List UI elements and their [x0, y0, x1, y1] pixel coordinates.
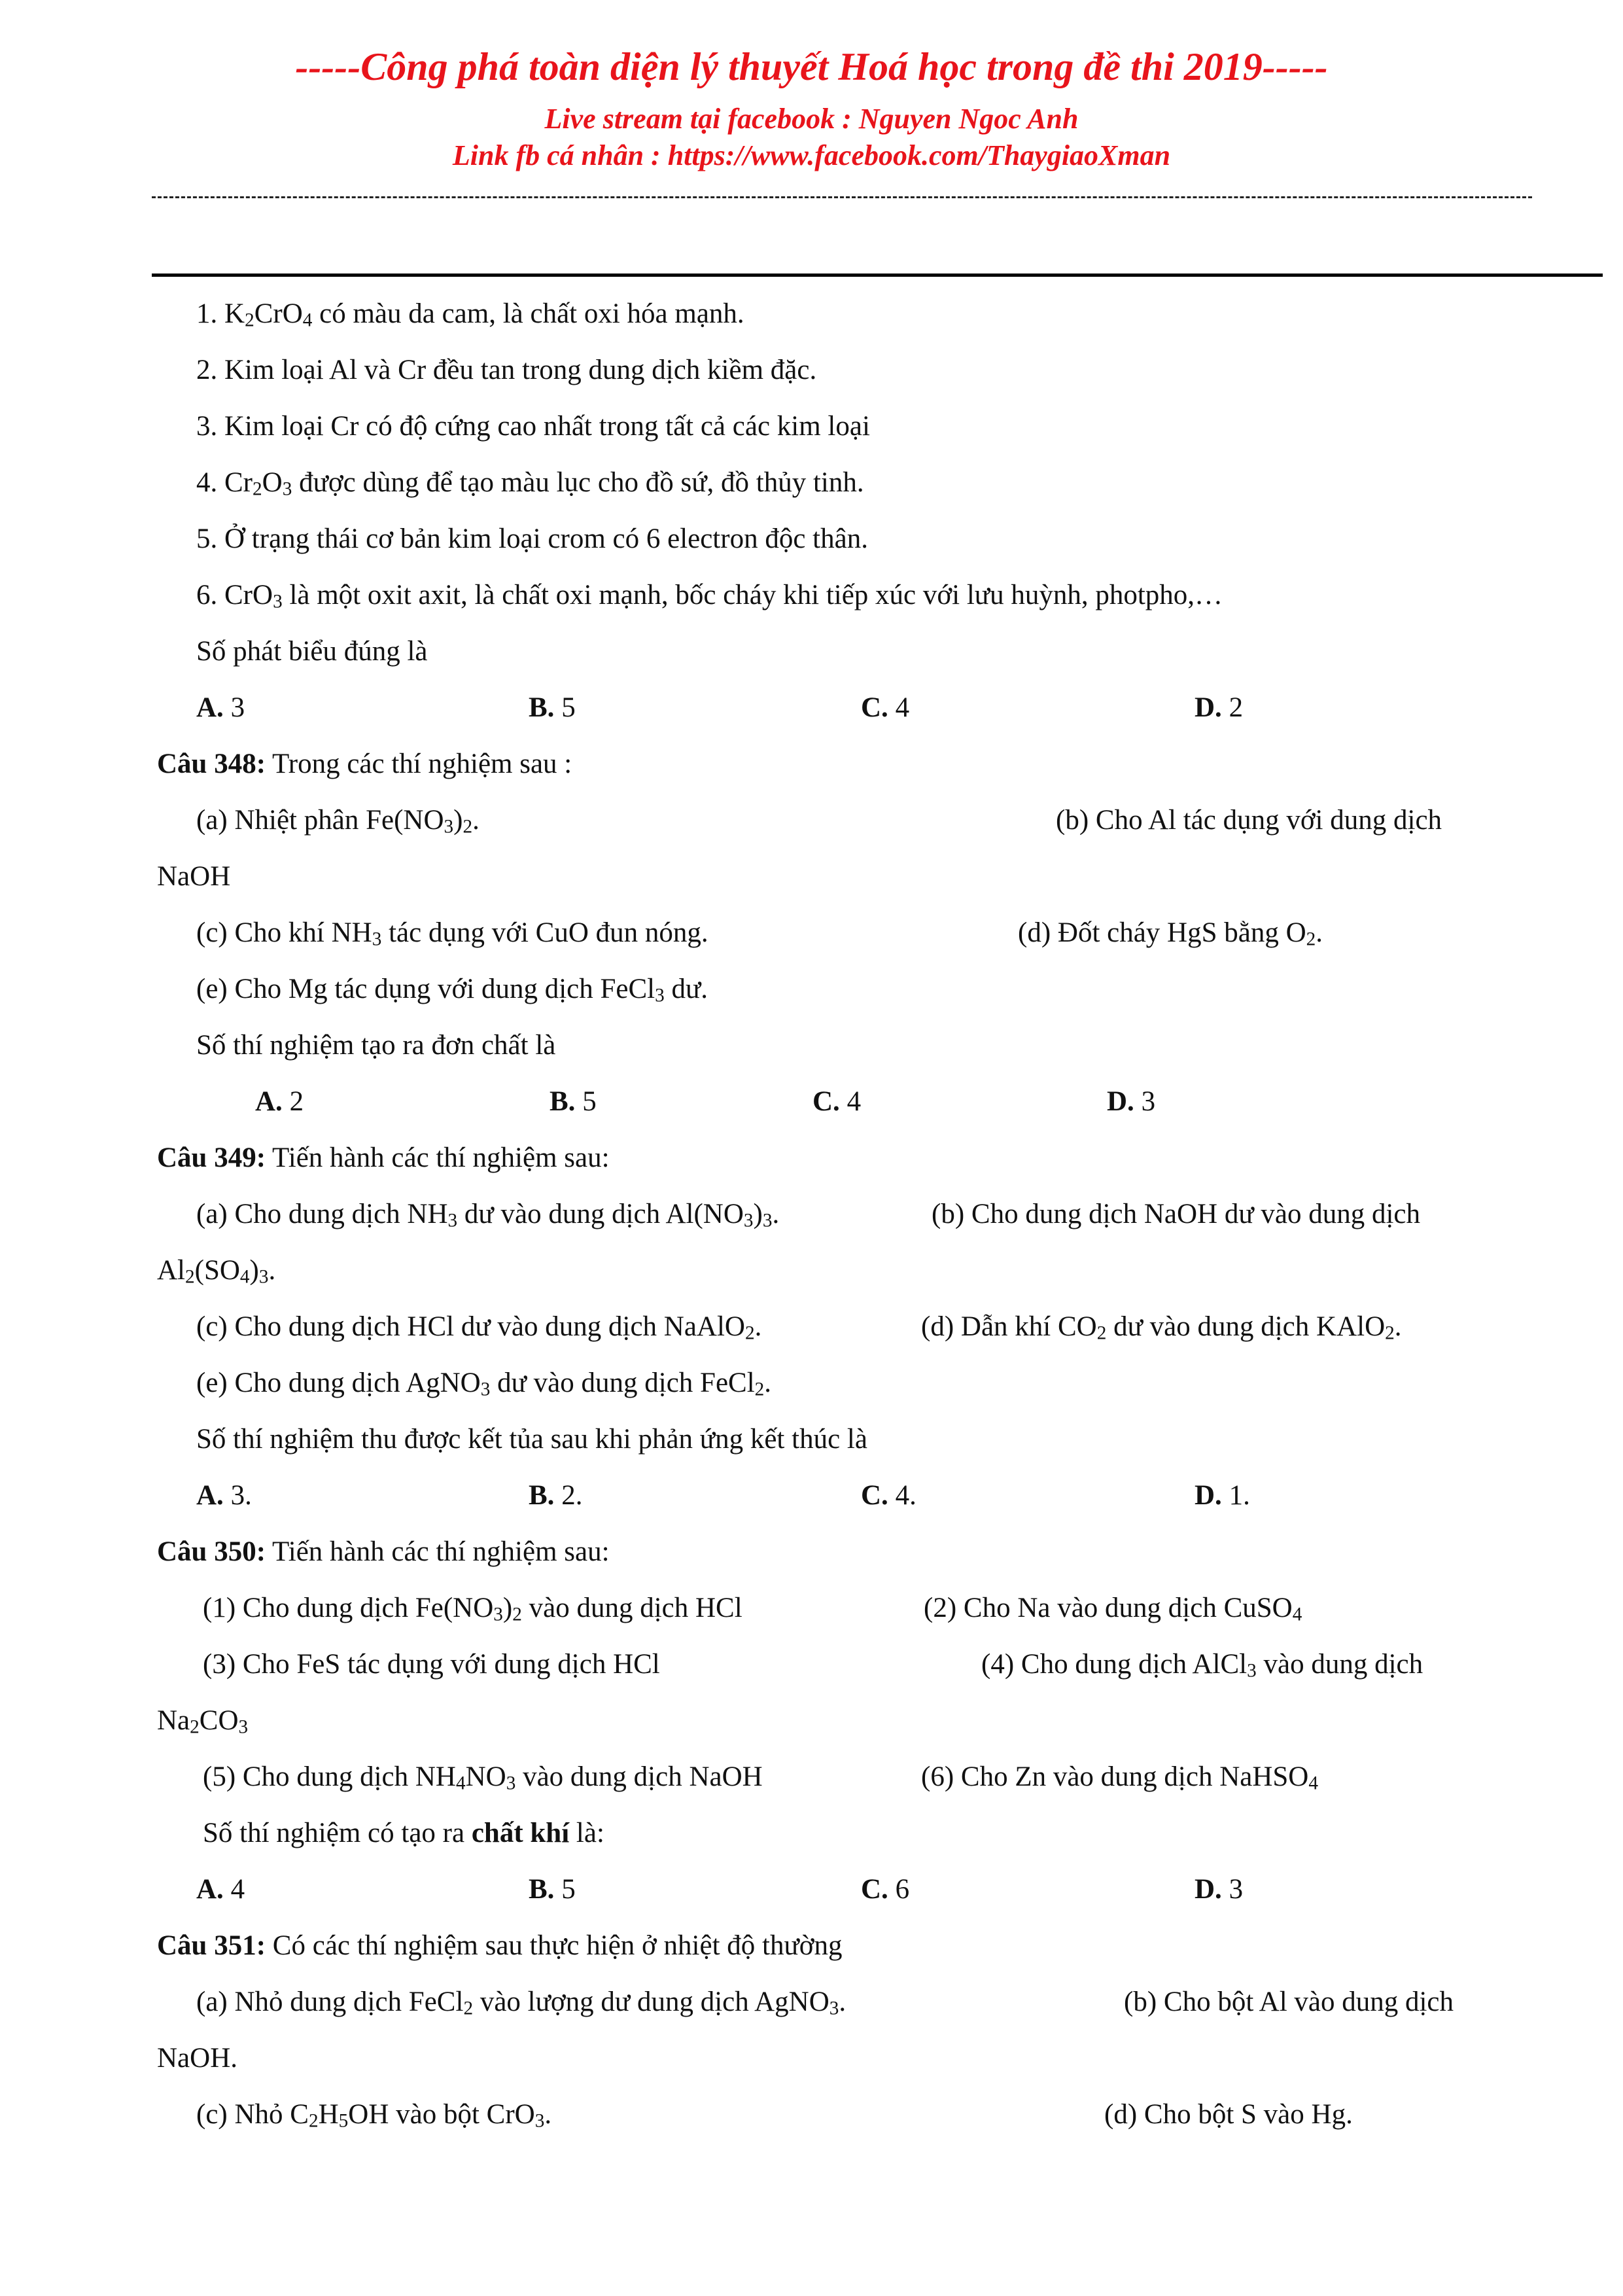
statement-5: 5. Ở trạng thái cơ bản kim loại crom có 6 electron độc thân. [196, 523, 868, 554]
option-d[interactable]: D. 1. [1195, 1480, 1250, 1511]
experiment-4: (4) Cho dung dịch AlCl$_3$ vào dung dịch [981, 1649, 1423, 1682]
experiment-d: (d) Đốt cháy HgS bằng $O_2$. [1018, 917, 1323, 950]
option-d[interactable]: D. 2 [1195, 692, 1244, 723]
experiment-e: (e) Cho Mg tác dụng với dung dịch FeCl$_3$ dư. [196, 974, 708, 1006]
experiment-6: (6) Cho Zn vào dung dịch NaHSO$_4$ [921, 1761, 1318, 1794]
experiment-c: (c) Nhỏ $C_2H_5OH$ vào bột CrO$_3$. [196, 2099, 552, 2132]
option-c[interactable]: C. 4 [861, 692, 910, 723]
question-prompt: Số thí nghiệm thu được kết tủa sau khi phản ứng kết thúc là [196, 1424, 867, 1455]
statement-2: 2. Kim loại Al và Cr đều tan trong dung dịch kiềm đặc. [196, 355, 817, 385]
experiment-a: (a) Nhiệt phân $Fe(NO_3)_2$. [196, 805, 480, 838]
option-a[interactable]: A. 3 [196, 692, 245, 723]
option-c[interactable]: C. 4. [861, 1480, 916, 1511]
experiment-1: (1) Cho dung dịch $Fe(NO_3)_2$ vào dung dịch HCl [203, 1593, 742, 1625]
statement-1: 1. $K_2CrO_4$ có màu da cam, là chất oxi hóa mạnh. [196, 298, 744, 331]
header-rule [152, 274, 1603, 277]
option-c[interactable]: C. 4 [812, 1086, 862, 1117]
option-a[interactable]: A. 2 [255, 1086, 304, 1117]
option-b[interactable]: B. 5 [529, 1874, 576, 1905]
experiment-2: (2) Cho Na vào dung dịch CuSO$_4$ [924, 1593, 1302, 1625]
question-prompt: Số thí nghiệm có tạo ra chất khí là: [203, 1818, 604, 1848]
option-a[interactable]: A. 3. [196, 1480, 252, 1511]
experiment-b-continued: $Al_2(SO_4)_3$. [157, 1255, 276, 1288]
option-b[interactable]: B. 2. [529, 1480, 583, 1511]
experiment-c: (c) Cho khí $NH_3$ tác dụng với CuO đun nóng. [196, 917, 708, 950]
experiment-b: (b) Cho Al tác dụng với dung dịch [1056, 805, 1442, 836]
experiment-4-continued: $Na_2CO_3$ [157, 1705, 249, 1738]
experiment-a: (a) Cho dung dịch $NH_3$ dư vào dung dịch $Al(NO_3)_3$. [196, 1199, 780, 1231]
experiment-b: (b) Cho dung dịch NaOH dư vào dung dịch [932, 1199, 1421, 1229]
document-title: -----Công phá toàn diện lý thuyết Hoá học trong đề thi 2019----- [295, 45, 1328, 88]
experiment-e: (e) Cho dung dịch AgNO$_3$ dư vào dung dịch FeCl$_2$. [196, 1368, 772, 1400]
question-351: Câu 351: Có các thí nghiệm sau thực hiện ở nhiệt độ thường [157, 1930, 843, 1961]
experiment-5: (5) Cho dung dịch $NH_4NO_3$ vào dung dịch NaOH [203, 1761, 763, 1794]
experiment-b: (b) Cho bột Al vào dung dịch [1124, 1987, 1454, 2017]
experiment-b-continued: NaOH. [157, 2043, 237, 2074]
experiment-b-continued: NaOH [157, 861, 231, 892]
question-350: Câu 350: Tiến hành các thí nghiệm sau: [157, 1536, 610, 1567]
experiment-d: (d) Dẫn khí $CO_2$ dư vào dung dịch KAlO$_2$. [921, 1311, 1402, 1344]
option-c[interactable]: C. 6 [861, 1874, 910, 1905]
experiment-c: (c) Cho dung dịch HCl dư vào dung dịch NaAlO$_2$. [196, 1311, 762, 1344]
question-prompt: Số thí nghiệm tạo ra đơn chất là [196, 1030, 556, 1061]
statement-3: 3. Kim loại Cr có độ cứng cao nhất trong tất cả các kim loại [196, 411, 870, 442]
experiment-a: (a) Nhỏ dung dịch FeCl$_2$ vào lượng dư dung dịch AgNO$_3$. [196, 1987, 846, 2019]
option-d[interactable]: D. 3 [1107, 1086, 1156, 1117]
question-prompt: Số phát biểu đúng là [196, 636, 428, 667]
statement-4: 4. $Cr_2O_3$ được dùng để tạo màu lục cho đồ sứ, đồ thủy tinh. [196, 467, 864, 500]
option-b[interactable]: B. 5 [550, 1086, 597, 1117]
statement-6: 6. CrO$_3$ là một oxit axit, là chất oxi mạnh, bốc cháy khi tiếp xúc với lưu huỳnh, photpho,… [196, 580, 1223, 612]
dashed-divider [152, 196, 1532, 198]
facebook-link[interactable]: Link fb cá nhân : https://www.facebook.com/ThaygiaoXman [452, 139, 1171, 171]
option-a[interactable]: A. 4 [196, 1874, 245, 1905]
option-b[interactable]: B. 5 [529, 692, 576, 723]
experiment-d: (d) Cho bột S vào Hg. [1104, 2099, 1353, 2130]
option-d[interactable]: D. 3 [1195, 1874, 1244, 1905]
question-349: Câu 349: Tiến hành các thí nghiệm sau: [157, 1142, 610, 1173]
question-348: Câu 348: Trong các thí nghiệm sau : [157, 749, 572, 779]
livestream-line: Live stream tại facebook : Nguyen Ngoc Anh [544, 103, 1079, 135]
experiment-3: (3) Cho FeS tác dụng với dung dịch HCl [203, 1649, 660, 1680]
